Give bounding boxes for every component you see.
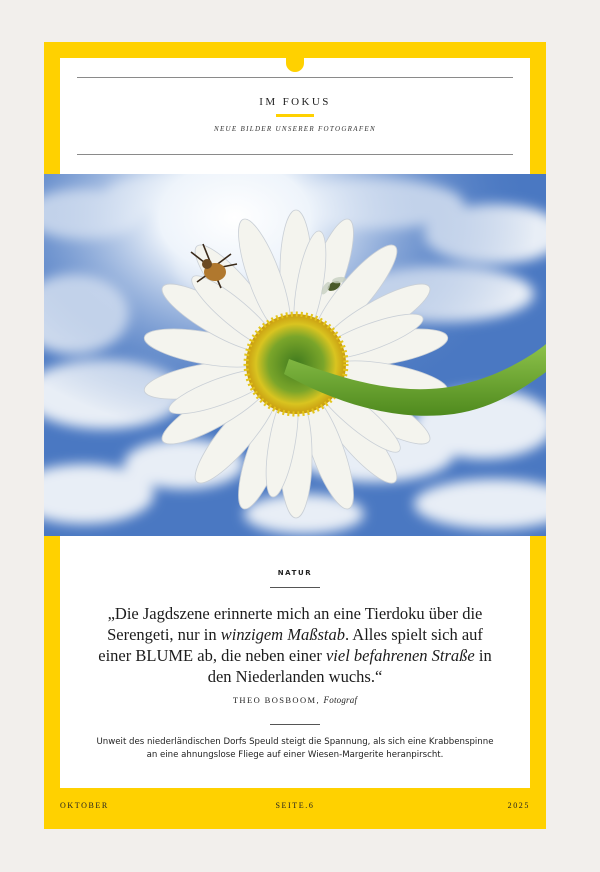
footer-year: 2025 — [507, 801, 530, 810]
category-rule — [270, 587, 320, 588]
quote-text-1: „Die Jagdszene erinnerte mich an eine Tierdoku über die Serengeti, nur in — [107, 604, 483, 644]
photo-illustration — [44, 174, 546, 536]
category-label: NATUR — [277, 569, 313, 577]
author-name: THEO BOSBOOM — [232, 695, 317, 705]
text-card — [60, 536, 530, 788]
quote-emphasis-2: viel befahrenen Straße — [325, 646, 475, 665]
footer-page-number: SEITE.6 — [275, 801, 315, 810]
header-bottom-rule — [77, 154, 513, 155]
footer-month: OKTOBER — [60, 801, 109, 810]
photo-caption: Unweit des niederländischen Dorfs Speuld steigt die Spannung, als sich eine Krabbenspinne an eine ahnungslose Fliege auf einer Wiesen-Margerite heranpirscht. — [96, 737, 494, 760]
header-card — [60, 58, 530, 174]
daisy-spider-photo — [44, 174, 546, 536]
header-top-rule — [77, 77, 513, 78]
quote-emphasis-1: winzigem Maßstab — [220, 625, 345, 644]
rubric-title: IM FOKUS — [259, 96, 331, 108]
rubric-subtitle: NEUE BILDER UNSERER FOTOGRAFEN — [214, 125, 376, 133]
author-rule — [270, 724, 320, 725]
quote-text-3: in den Niederlanden wuchs.“ — [207, 646, 492, 686]
quote-text-2: . Alles spielt sich auf einer BLUME ab, die neben einer — [98, 625, 483, 665]
pull-quote — [90, 603, 500, 687]
rubric-accent-bar — [276, 114, 314, 117]
author-credit — [60, 695, 530, 705]
author-role: Fotograf — [323, 695, 358, 705]
author-separator: , — [316, 695, 324, 705]
